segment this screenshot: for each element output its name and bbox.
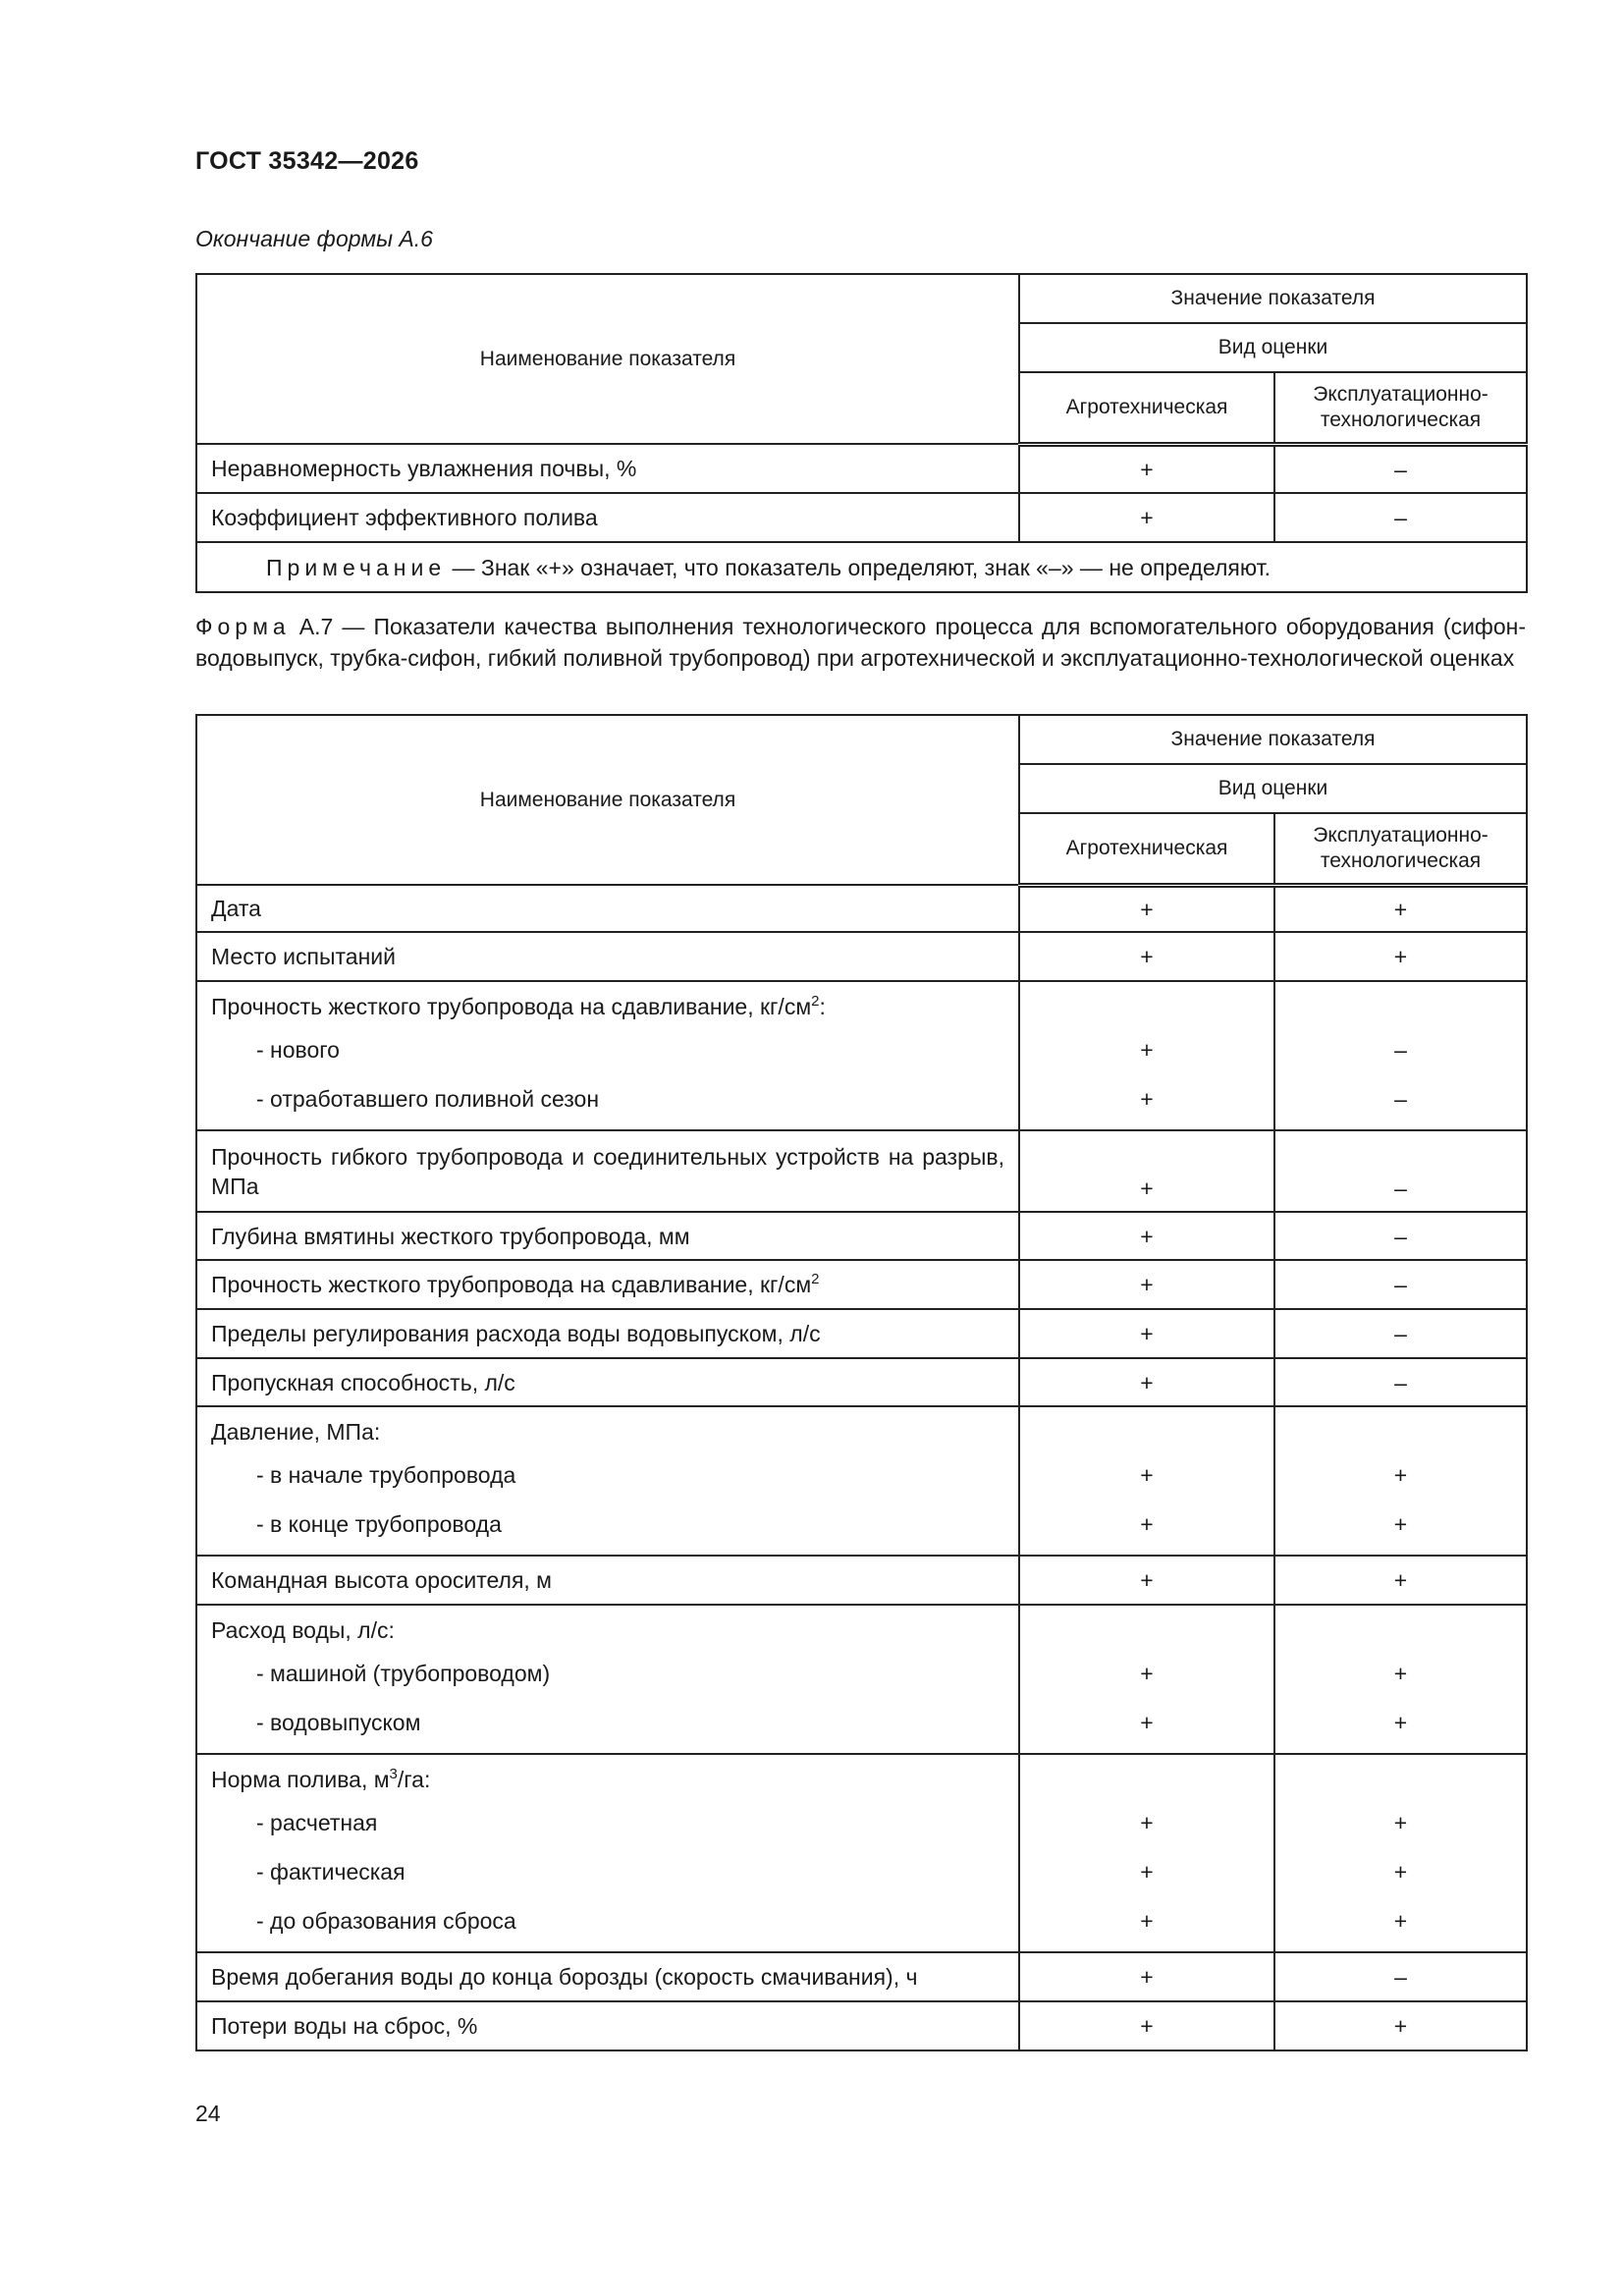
table-form-a6 <box>195 273 1528 593</box>
table-row: Неравномерность увлажнения почвы, % + – <box>196 444 1527 493</box>
header-operational: Эксплуатационно- технологическая <box>1274 813 1527 885</box>
table-row: Коэффициент эффективного полива + – <box>196 493 1527 542</box>
table-row: Потери воды на сброс, % + + <box>196 2001 1527 2050</box>
table-row: Время добегания воды до конца борозды (скорость смачивания), ч + – <box>196 1952 1527 2001</box>
table-form-a7 <box>195 714 1528 2051</box>
table-note-row <box>196 542 1527 592</box>
header-indicator-name: Наименование показателя <box>196 274 1019 444</box>
table-group-row: Норма полива, $м^3/га$: - расчетная - фактическая - до образования сброса + + + + + + <box>196 1754 1527 1952</box>
table-row: Дата + + <box>196 885 1527 932</box>
header-agrotechnical: Агротехническая <box>1019 813 1274 885</box>
table-row: Командная высота оросителя, м + + <box>196 1556 1527 1605</box>
table-group-row: Прочность жесткого трубопровода на сдавливание, $кг/см^2$: - нового - отработавшего поливной сезон + + – – <box>196 981 1527 1130</box>
table-continuation-caption: Окончание формы А.6 <box>195 226 433 251</box>
table-group-row: Расход воды, л/с: - машиной (трубопроводом) - водовыпуском + + + + <box>196 1605 1527 1754</box>
header-assessment-type: Вид оценки <box>1019 764 1527 813</box>
table-row: Пропускная способность, л/с + – <box>196 1358 1527 1406</box>
header-indicator-value: Значение показателя <box>1019 274 1527 323</box>
form-a7-title <box>195 611 1526 674</box>
note-label: Примечание <box>266 554 447 580</box>
table-row: Пределы регулирования расхода воды водовыпуском, л/с + – <box>196 1309 1527 1358</box>
form-label: Форма <box>195 614 291 639</box>
page-number: 24 <box>195 2101 221 2126</box>
header-indicator-value: Значение показателя <box>1019 715 1527 764</box>
table-group-row: Давление, МПа: - в начале трубопровода - в конце трубопровода + + + + <box>196 1406 1527 1556</box>
form-title-text: А.7 — Показатели качества выполнения технологического процесса для вспомогательного оборудования (сифон-водовыпуск, трубка-сифон, гибкий поливной трубопровод) при агротехнической и эксплуатационно-технологической оценках <box>195 614 1526 671</box>
document-number: ГОСТ 35342—2026 <box>195 147 419 175</box>
table-row: Прочность гибкого трубопровода и соединительных устройств на разрыв, МПа + – <box>196 1130 1527 1212</box>
table-row: Глубина вмятины жесткого трубопровода, мм + – <box>196 1212 1527 1260</box>
table-row: Прочность жесткого трубопровода на сдавливание, $кг/см^2$ + – <box>196 1260 1527 1309</box>
note-text: — Знак «+» означает, что показатель определяют, знак «–» — не определяют. <box>446 554 1271 580</box>
table-row: Место испытаний + + <box>196 932 1527 981</box>
header-operational: Эксплуатационно- технологическая <box>1274 372 1527 444</box>
table-note <box>196 542 1527 592</box>
header-indicator-name: Наименование показателя <box>196 715 1019 885</box>
header-agrotechnical: Агротехническая <box>1019 372 1274 444</box>
header-assessment-type: Вид оценки <box>1019 323 1527 372</box>
